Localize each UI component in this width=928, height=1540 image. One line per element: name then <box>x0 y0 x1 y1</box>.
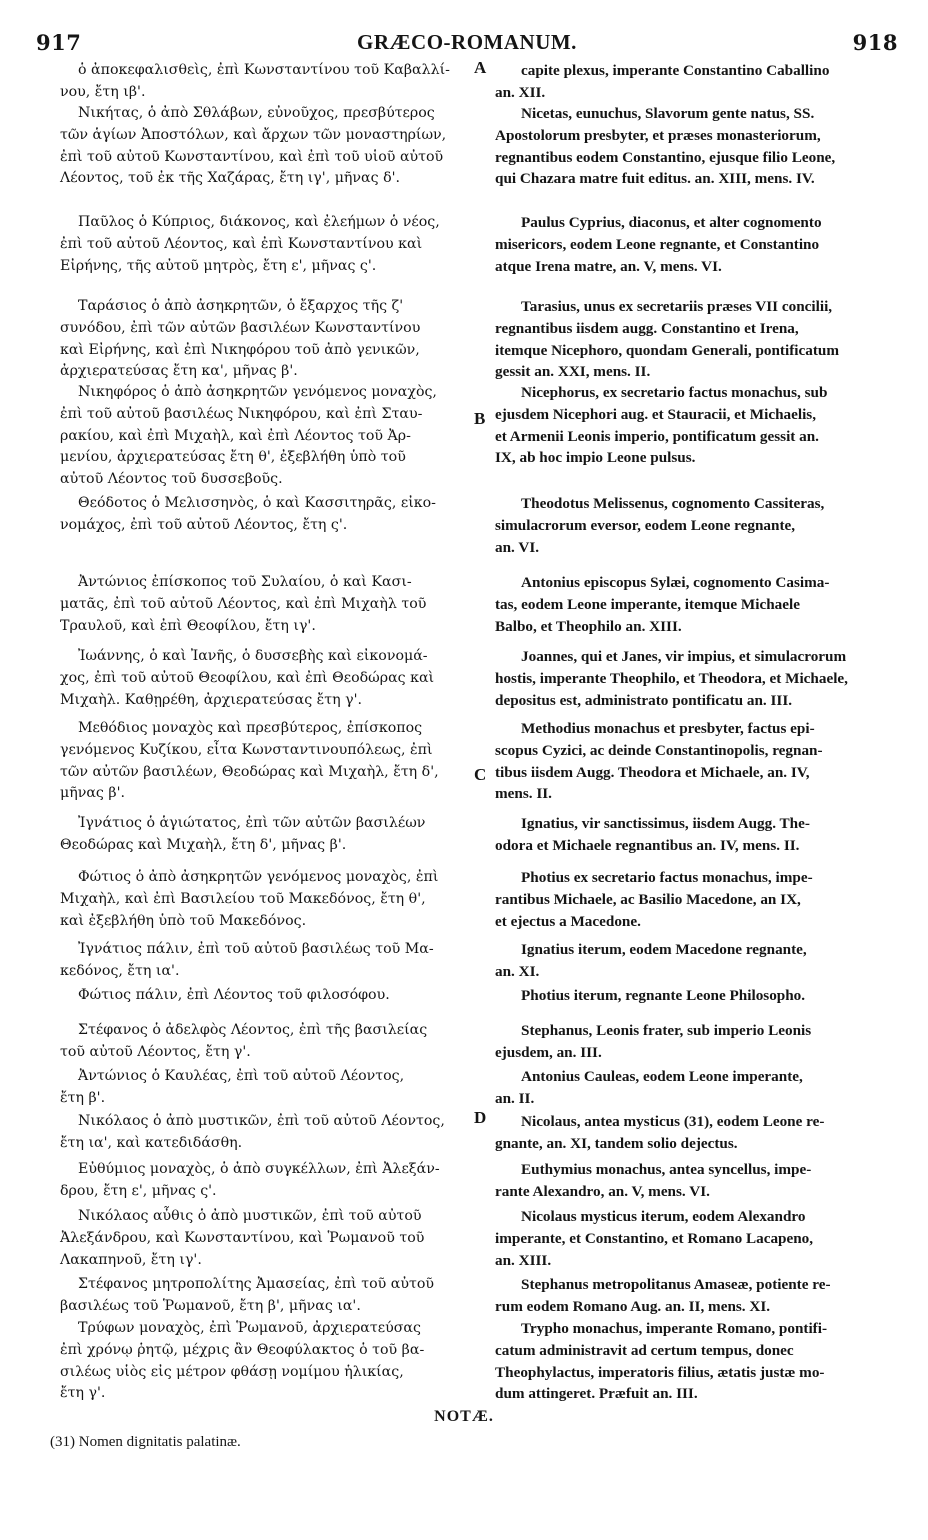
greek-line: Λέοντος, τοῦ ἐκ τῆς Χαζάρας, ἔτη ιγ', μῆνας δ'. <box>60 170 401 187</box>
latin-line: Stephanus metropolitanus Amaseæ, potiente re- <box>521 1276 831 1293</box>
greek-line: ἐπὶ τοῦ αὐτοῦ Κωνσταντίνου, καὶ ἐπὶ τοῦ υἱοῦ αὐτοῦ <box>60 148 444 165</box>
greek-line: Ἰωάννης, ὁ καὶ Ἰανῆς, ὁ δυσσεβὴς καὶ εἰκονομά- <box>78 648 428 664</box>
greek-line: ὁ ἀποκεφαλισθεὶς, ἐπὶ Κωνσταντίνου τοῦ Καβαλλί- <box>78 62 450 78</box>
greek-line: νου, ἔτη ιβ'. <box>60 83 146 100</box>
greek-line: τῶν αὐτῶν βασιλέων, Θεοδώρας καὶ Μιχαὴλ, ἔτη δ', <box>60 763 439 780</box>
latin-line: Antonius episcopus Sylæi, cognomento Casima- <box>521 574 830 591</box>
greek-line: μῆνας β'. <box>60 785 125 802</box>
greek-entry <box>40 212 470 277</box>
greek-entry <box>40 493 470 537</box>
latin-line: hostis, imperante Theophilo, et Theodora, et Michaele, <box>495 669 848 687</box>
greek-line: γενόμενος Κυζίκου, εἶτα Κωνσταντινουπόλεως, ἐπὶ <box>60 741 433 758</box>
greek-line: Φώτιος ὁ ἀπὸ ἀσηκρητῶν γενόμενος μοναχὸς, ἐπὶ <box>78 869 439 885</box>
greek-line: Εἰρήνης, τῆς αὐτοῦ μητρὸς, ἔτη ε', μῆνας ς'. <box>60 257 377 274</box>
latin-entry <box>495 60 895 104</box>
greek-line: Τραυλοῦ, καὶ ἐπὶ Θεοφίλου, ἔτη ιγ'. <box>60 617 316 634</box>
latin-entry <box>495 1020 895 1064</box>
greek-line: χος, ἐπὶ τοῦ αὐτοῦ Θεοφίλου, καὶ ἐπὶ Θεοδώρας καὶ <box>60 669 435 686</box>
greek-line: ἐπὶ τοῦ αὐτοῦ βασιλέως Νικηφόρου, καὶ ἐπὶ Σταυ- <box>60 405 423 422</box>
running-title: GRÆCO-ROMANUM. <box>357 30 577 54</box>
greek-line: νομάχος, ἐπὶ τοῦ αὐτοῦ Λέοντος, ἔτη ς'. <box>60 516 348 533</box>
latin-line: et Armenii Leonis imperio, pontificatum gessit an. <box>495 427 819 445</box>
latin-line: Paulus Cyprius, diaconus, et alter cognomento <box>521 214 822 231</box>
latin-line: Euthymius monachus, antea syncellus, impe- <box>521 1161 812 1178</box>
greek-line: Παῦλος ὁ Κύπριος, διάκονος, καὶ ἐλεήμων ὁ νέος, <box>78 214 440 230</box>
latin-entry <box>495 212 895 277</box>
greek-line: Νικηφόρος ὁ ἀπὸ ἀσηκρητῶν γενόμενος μοναχὸς, <box>78 384 437 400</box>
latin-line: Balbo, et Theophilo an. XIII. <box>495 617 682 635</box>
latin-line: tibus iisdem Augg. Theodora et Michaele, an. IV, <box>495 763 810 781</box>
latin-entry <box>495 296 895 383</box>
latin-entry <box>495 493 895 558</box>
latin-line: rum eodem Romano Aug. an. II, mens. XI. <box>495 1297 771 1315</box>
greek-entry <box>40 813 470 857</box>
greek-line: Ἀντώνιος ἐπίσκοπος τοῦ Συλαίου, ὁ καὶ Κασι- <box>78 574 412 590</box>
greek-line: Εὐθύμιος μοναχὸς, ὁ ἀπὸ συγκέλλων, ἐπὶ Ἀλεξάν- <box>78 1161 440 1177</box>
greek-line: Ἰγνάτιος ὁ ἁγιώτατος, ἐπὶ τῶν αὐτῶν βασιλέων <box>78 815 426 831</box>
column-marker-a: A <box>474 58 487 77</box>
latin-entry <box>495 813 895 857</box>
latin-line: Photius iterum, regnante Leone Philosopho. <box>521 987 806 1004</box>
greek-entry <box>40 1206 470 1271</box>
latin-line: odora et Michaele regnantibus an. IV, mens. II. <box>495 836 800 854</box>
column-marker-d: D <box>474 1108 487 1127</box>
page-number-left: 917 <box>36 30 82 55</box>
latin-line: an. XI. <box>495 962 540 980</box>
greek-line: σιλέως υἱὸς εἰς μέτρον φθάσῃ νομίμου ἡλικίας, <box>60 1363 404 1380</box>
greek-line: ἔτη β'. <box>60 1089 106 1106</box>
greek-line: τῶν ἁγίων Ἀποστόλων, καὶ ἄρχων τῶν μοναστηρίων, <box>60 126 447 143</box>
latin-line: Methodius monachus et presbyter, factus epi- <box>521 720 815 737</box>
column-marker-b: B <box>474 409 486 428</box>
greek-line: Στέφανος μητροπολίτης Ἀμασείας, ἐπὶ τοῦ αὐτοῦ <box>78 1276 434 1292</box>
notes-heading: NOTÆ. <box>434 1408 494 1425</box>
latin-line: Trypho monachus, imperante Romano, pontifi- <box>521 1320 828 1337</box>
latin-line: an. XII. <box>495 83 546 101</box>
latin-line: depositus est, administrato pontificatu an. III. <box>495 691 793 709</box>
latin-line: Apostolorum presbyter, et præses monasteriorum, <box>495 126 821 144</box>
latin-line: et ejectus a Macedone. <box>495 912 641 930</box>
greek-line: Λακαπηνοῦ, ἔτη ιγ'. <box>60 1251 202 1268</box>
greek-line: καὶ Εἰρήνης, καὶ ἐπὶ Νικηφόρου τοῦ ἀπὸ γενικῶν, <box>60 341 420 358</box>
greek-line: κεδόνος, ἔτη ια'. <box>60 962 180 979</box>
latin-entry <box>495 1111 895 1155</box>
latin-entry <box>495 985 895 1007</box>
greek-line: μενίου, ἀρχιερατεύσας ἔτη θ', ἐξεβλήθη ὑπὸ τοῦ <box>60 449 406 466</box>
latin-entry <box>495 103 895 190</box>
latin-line: capite plexus, imperante Constantino Caballino <box>521 62 830 79</box>
latin-line: rante Alexandro, an. V, mens. VI. <box>495 1182 710 1200</box>
greek-entry <box>40 572 470 637</box>
latin-line: scopus Cyzici, ac deinde Constantinopolis, regnan- <box>495 741 823 759</box>
greek-entry <box>40 1159 470 1203</box>
latin-line: Stephanus, Leonis frater, sub imperio Leonis <box>521 1022 812 1039</box>
greek-entry <box>40 646 470 711</box>
greek-entry <box>40 718 470 805</box>
latin-line: regnantibus iisdem augg. Constantino et Irena, <box>495 319 799 337</box>
latin-line: Nicolaus, antea mysticus (31), eodem Leone re- <box>521 1113 825 1130</box>
latin-line: dum attingeret. Præfuit an. III. <box>495 1385 698 1403</box>
latin-line: gessit an. XXI, mens. II. <box>495 363 651 381</box>
greek-line: Μεθόδιος μοναχὸς καὶ πρεσβύτερος, ἐπίσκοπος <box>78 720 423 736</box>
latin-entry <box>495 1206 895 1271</box>
greek-line: συνόδου, ἐπὶ τῶν αὐτῶν βασιλέων Κωνσταντίνου <box>60 319 421 336</box>
latin-line: IX, ab hoc impio Leone pulsus. <box>495 449 696 467</box>
latin-entry <box>495 718 895 805</box>
greek-line: Νικόλαος ὁ ἀπὸ μυστικῶν, ἐπὶ τοῦ αὐτοῦ Λέοντος, <box>78 1113 445 1129</box>
latin-line: ejusdem, an. III. <box>495 1043 602 1061</box>
greek-line: Θεοδώρας καὶ Μιχαὴλ, ἔτη δ', μῆνας β'. <box>60 836 347 853</box>
greek-entry <box>40 103 470 190</box>
latin-entry <box>495 1318 895 1405</box>
greek-line: ἔτη γ'. <box>60 1385 106 1402</box>
latin-line: rantibus Michaele, ac Basilio Macedone, an IX, <box>495 890 801 908</box>
latin-line: an. XIII. <box>495 1251 552 1269</box>
latin-line: Nicetas, eunuchus, Slavorum gente natus, SS. <box>521 105 815 122</box>
latin-line: mens. II. <box>495 785 552 803</box>
greek-entry <box>40 382 470 491</box>
latin-line: Ignatius iterum, eodem Macedone regnante, <box>521 941 807 958</box>
latin-line: Nicephorus, ex secretario factus monachus, sub <box>521 384 828 401</box>
page-number-right: 918 <box>852 30 898 55</box>
latin-line: itemque Nicephoro, quondam Generali, pontificatum <box>495 341 839 359</box>
latin-line: an. II. <box>495 1089 535 1107</box>
greek-line: Στέφανος ὁ ἀδελφὸς Λέοντος, ἐπὶ τῆς βασιλείας <box>78 1022 428 1038</box>
greek-line: Ἀντώνιος ὁ Καυλέας, ἐπὶ τοῦ αὐτοῦ Λέοντος, <box>78 1068 405 1084</box>
greek-entry <box>40 296 470 383</box>
greek-line: Ταράσιος ὁ ἀπὸ ἀσηκρητῶν, ὁ ἔξαρχος τῆς ζ' <box>78 298 404 314</box>
latin-line: ejusdem Nicephori aug. et Stauracii, et Michaelis, <box>495 405 816 423</box>
latin-line: Joannes, qui et Janes, vir impius, et simulacrorum <box>521 648 847 665</box>
greek-entry <box>40 939 470 983</box>
greek-line: Ἰγνάτιος πάλιν, ἐπὶ τοῦ αὐτοῦ βασιλέως τοῦ Μα- <box>78 941 434 957</box>
greek-entry <box>40 1318 470 1405</box>
latin-line: regnantibus eodem Constantino, ejusque filio Leone, <box>495 148 836 166</box>
latin-entry <box>495 1066 895 1110</box>
latin-line: catum administravit ad certum tempus, donec <box>495 1341 794 1359</box>
greek-line: βασιλέως τοῦ Ῥωμανοῦ, ἔτη β', μῆνας ια'. <box>60 1297 361 1314</box>
greek-line: ἐπὶ χρόνῳ ῥητῷ, μέχρις ἂν Θεοφύλακτος ὁ τοῦ βα- <box>60 1341 425 1358</box>
latin-entry <box>495 646 895 711</box>
latin-entry <box>495 1159 895 1203</box>
latin-line: Tarasius, unus ex secretariis præses VII concilii, <box>521 298 833 315</box>
latin-entry <box>495 1274 895 1318</box>
greek-entry <box>40 985 470 1007</box>
greek-entry <box>40 1111 470 1155</box>
greek-line: ἐπὶ τοῦ αὐτοῦ Λέοντος, καὶ ἐπὶ Κωνσταντίνου καὶ <box>60 235 423 252</box>
latin-entry <box>495 867 895 932</box>
latin-line: Antonius Cauleas, eodem Leone imperante, <box>521 1068 803 1085</box>
greek-line: Θεόδοτος ὁ Μελισσηνὸς, ὁ καὶ Κασσιτηρᾶς, εἰκο- <box>78 495 436 511</box>
latin-line: tas, eodem Leone imperante, itemque Michaele <box>495 595 800 613</box>
latin-line: Theophylactus, imperatoris filius, ætatis justæ mo- <box>495 1363 825 1381</box>
latin-line: qui Chazara matre fuit editus. an. XIII, mens. IV. <box>495 170 815 188</box>
greek-entry <box>40 1274 470 1318</box>
greek-entry <box>40 60 470 104</box>
latin-line: Photius ex secretario factus monachus, impe- <box>521 869 813 886</box>
greek-entry <box>40 867 470 932</box>
greek-line: ἀρχιερατεύσας ἔτη κα', μῆνας β'. <box>60 363 298 380</box>
footnote: (31) Nomen dignitatis palatinæ. <box>50 1434 241 1450</box>
greek-line: Φώτιος πάλιν, ἐπὶ Λέοντος τοῦ φιλοσόφου. <box>78 987 390 1003</box>
latin-line: Nicolaus mysticus iterum, eodem Alexandro <box>521 1208 806 1225</box>
page-header <box>36 30 898 58</box>
latin-line: imperante, et Constantino, et Romano Lacapeno, <box>495 1229 814 1247</box>
latin-line: Ignatius, vir sanctissimus, iisdem Augg. The- <box>521 815 810 832</box>
greek-line: αὐτοῦ Λέοντος τοῦ δυσσεβοῦς. <box>60 471 283 488</box>
latin-line: misericors, eodem Leone regnante, et Constantino <box>495 235 820 253</box>
latin-line: atque Irena matre, an. V, mens. VI. <box>495 257 722 275</box>
greek-line: καὶ ἐξεβλήθη ὑπὸ τοῦ Μακεδόνος. <box>60 912 307 929</box>
greek-entry <box>40 1020 470 1064</box>
latin-entry <box>495 572 895 637</box>
greek-line: Νικήτας, ὁ ἀπὸ Σθλάβων, εὐνοῦχος, πρεσβύτερος <box>78 105 435 121</box>
latin-entry <box>495 939 895 983</box>
greek-line: Μιχαὴλ. Καθῃρέθη, ἀρχιερατεύσας ἔτη γ'. <box>60 691 363 708</box>
latin-entry <box>495 382 895 469</box>
greek-line: ρακίου, καὶ ἐπὶ Μιχαὴλ, καὶ ἐπὶ Λέοντος τοῦ Ἀρ- <box>60 427 411 444</box>
greek-line: δρου, ἔτη ε', μῆνας ς'. <box>60 1182 217 1199</box>
greek-line: ματᾶς, ἐπὶ τοῦ αὐτοῦ Λέοντος, καὶ ἐπὶ Μιχαὴλ τοῦ <box>60 595 427 612</box>
greek-line: Μιχαὴλ, καὶ ἐπὶ Βασιλείου τοῦ Μακεδόνος, ἔτη θ', <box>60 890 426 907</box>
latin-line: gnante, an. XI, tandem solio dejectus. <box>495 1134 738 1152</box>
greek-entry <box>40 1066 470 1110</box>
greek-line: τοῦ αὐτοῦ Λέοντος, ἔτη γ'. <box>60 1043 251 1060</box>
latin-line: simulacrorum eversor, eodem Leone regnante, <box>495 516 796 534</box>
column-marker-c: C <box>474 765 487 784</box>
latin-line: an. VI. <box>495 538 540 556</box>
greek-line: Νικόλαος αὖθις ὁ ἀπὸ μυστικῶν, ἐπὶ τοῦ αὐτοῦ <box>78 1208 422 1224</box>
greek-line: ἔτη ια', καὶ κατεδιδάσθη. <box>60 1134 243 1151</box>
greek-line: Τρύφων μοναχὸς, ἐπὶ Ῥωμανοῦ, ἀρχιερατεύσας <box>78 1320 421 1336</box>
greek-line: Ἀλεξάνδρου, καὶ Κωνσταντίνου, καὶ Ῥωμανοῦ τοῦ <box>60 1229 425 1246</box>
latin-line: Theodotus Melissenus, cognomento Cassiteras, <box>521 495 825 512</box>
